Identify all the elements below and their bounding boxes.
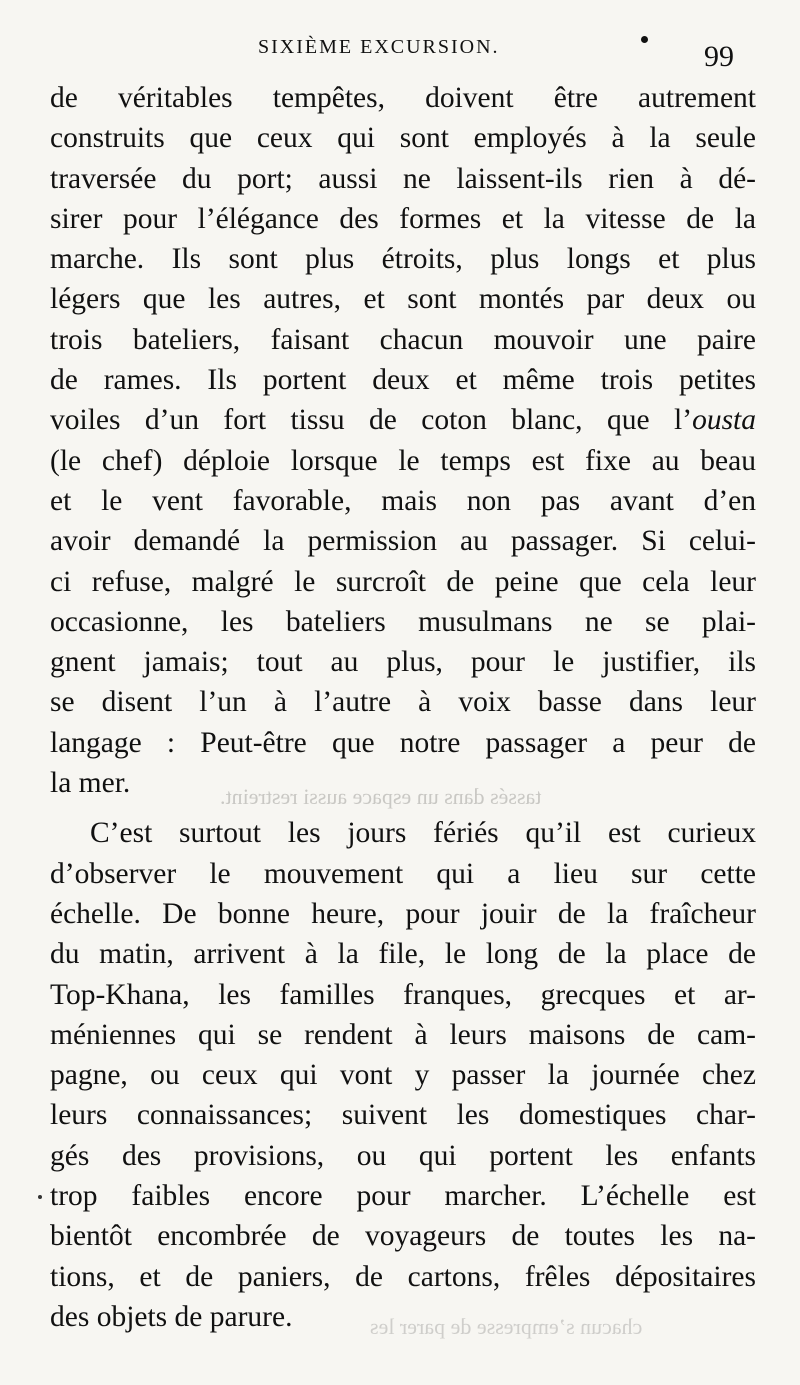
page-header [0,30,800,80]
page-number: 99 [704,40,734,73]
text-line: trois bateliers, faisant chacun mouvoir une paire [50,323,756,356]
show-through-text: tassés dans un espace aussi restreint. [220,784,542,809]
text-line: voiles d’un fort tissu de coton blanc, que l’ousta [50,404,756,437]
text-line: du matin, arrivent à la file, le long de la place de [50,938,756,971]
text-line: traversée du port; aussi ne laissent-ils rien à dé- [50,162,756,195]
body-text [50,78,756,1337]
text-line: la mer. [50,767,131,800]
text-line: marche. Ils sont plus étroits, plus longs et plus [50,243,756,276]
text-line: bientôt encombrée de voyageurs de toutes les na- [50,1220,756,1253]
text-line: trop faibles encore pour marcher. L’échelle est [50,1180,756,1213]
text-line: et le vent favorable, mais non pas avant d’en [50,484,756,517]
paragraph-gap [50,803,756,813]
text-line: occasionne, les bateliers musulmans ne se plai- [50,605,756,638]
text-line: se disent l’un à l’autre à voix basse dans leur [50,686,756,719]
text-line: échelle. De bonne heure, pour jouir de la fraîcheur [50,897,756,930]
text-line: des objets de parure. [50,1300,293,1333]
text-line: ci refuse, malgré le surcroît de peine que cela leur [50,565,756,598]
text-line: C’est surtout les jours fériés qu’il est curieux [90,817,756,850]
text-line: pagne, ou ceux qui vont y passer la journée chez [50,1059,756,1092]
text-line: d’observer le mouvement qui a lieu sur cette [50,857,756,890]
text-line: Top-Khana, les familles franques, grecques et ar- [50,978,756,1011]
text-line: gés des provisions, ou qui portent les enfants [50,1139,756,1172]
printer-mark [641,36,648,43]
text-line: (le chef) déploie lorsque le temps est fixe au beau [50,444,756,477]
running-head: SIXIÈME EXCURSION. [258,36,500,58]
text-line: langage : Peut-être que notre passager a peur de [50,726,756,759]
text-line: avoir demandé la permission au passager. Si celui- [50,525,756,558]
text-line: construits que ceux qui sont employés à la seule [50,122,756,155]
text-line: leurs connaissances; suivent les domestiques char- [50,1099,756,1132]
text-line: de rames. Ils portent deux et même trois petites [50,364,756,397]
text-line: tions, et de paniers, de cartons, frêles dépositaires [50,1260,756,1293]
show-through-text: chacun s’empresse de parer les [370,1314,643,1339]
text-line: légers que les autres, et sont montés par deux ou [50,283,756,316]
text-line: gnent jamais; tout au plus, pour le justifier, ils [50,646,756,679]
text-line: méniennes qui se rendent à leurs maisons de cam- [50,1018,756,1051]
margin-speck [38,1195,42,1199]
text-line: de véritables tempêtes, doivent être autrement [50,82,756,114]
text-line: sirer pour l’élégance des formes et la vitesse de la [50,202,756,235]
